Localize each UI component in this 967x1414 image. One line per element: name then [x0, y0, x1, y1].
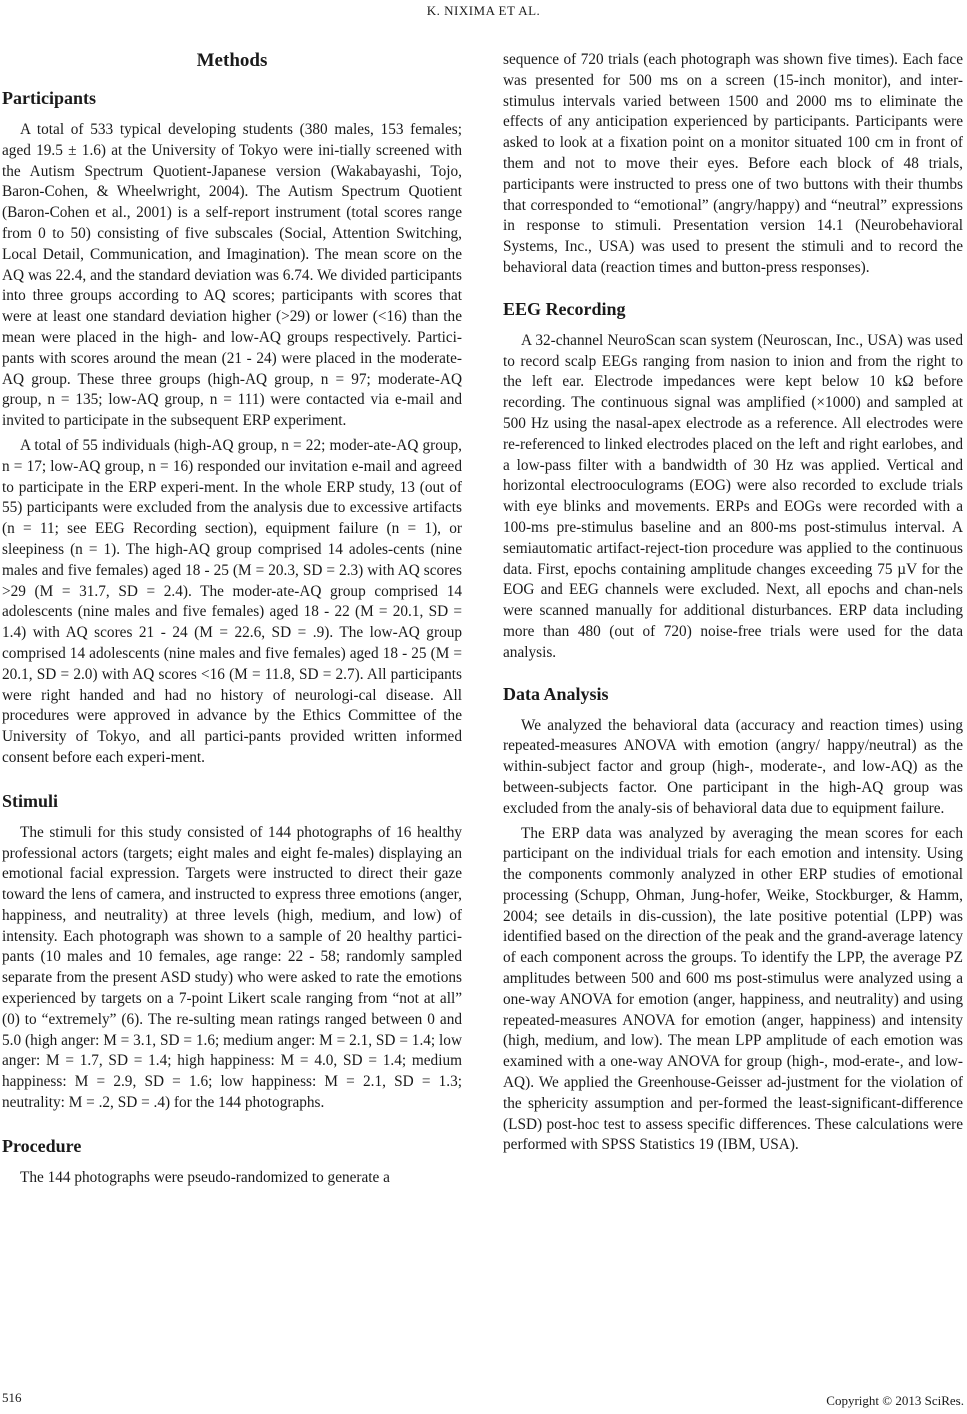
data-analysis-heading: Data Analysis: [503, 683, 609, 704]
stimuli-paragraph-1: The stimuli for this study consisted of 144 photographs of 16 healthy professional actors (targets; eight males and eight fe-males) displaying an emotional facial expression. Targets were instructed to direct their gaze toward the lens of camera, and instructed to express three emotions (anger, happiness, and neutrality) at three levels (high, medium, and low) of intensity. Each photograph was shown to a sample of 20 healthy partici-pants (10 males and 10 females, age range: 22 - 58; randomly sampled separate from the present ASD study) who were asked to rate the emotions experienced by targets on a 7-point Likert scale ranging from “not at all” (0) to “extremely” (6). The re-sulting mean ratings ranged between 0 and 5.0 (high anger: M = 3.1, SD = 1.6; medium anger: M = 2.1, SD = 1.4; low anger: M = 1.7, SD = 1.4; high happiness: M = 4.0, SD = 1.4; medium happiness: M = 2.9, SD = 1.6; low happiness: M = 2.1, SD = 1.3; neutrality: M = .2, SD = .4) for the 144 photographs.: [2, 823, 462, 1112]
copyright-notice: Copyright © 2013 SciRes.: [826, 1393, 964, 1408]
procedure-paragraph-continued: sequence of 720 trials (each photograph was shown five times). Each face was presented for 500 ms on a screen (15-inch monitor), and inter-stimulus intervals varied between 1500 and 2000 ms to eliminate the effects of any anticipation experienced by participants. Participants were asked to look at a fixation point on a monitor situated 100 cm in front of them and not to move their eyes. Before each block of 48 trials, participants were instructed to press one of two buttons with their thumbs that corresponded to “emotional” (angry/happy) and “neutral” expressions in response to stimuli. Presentation version 14.1 (Neurobehavioral Systems, Inc., USA) was used to present the stimuli and to record the behavioral data (reaction times and button-press responses).: [503, 51, 963, 276]
procedure-paragraph-1: The 144 photographs were pseudo-randomized to generate a: [20, 1168, 390, 1186]
participants-paragraph-1: A total of 533 typical developing students (380 males, 153 females; aged 19.5 ± 1.6) at the University of Tokyo were ini-tially screened with the Autism Spectrum Quotient-Japanese version (Wakabayashi, Tojo, Baron-Cohen, & Wheelwright, 2004). The Autism Spectrum Quotient (Baron-Cohen et al., 2001) is a self-report instrument (total scores range from 0 to 50) consisting of five subscales (Social, Attention Switching, Local Detail, Communication, and Imagination). The mean score on the AQ was 22.4, and the standard deviation was 6.74. We divided participants into three groups according to AQ scores; participants with scores that were at least one standard deviation higher (>29) or lower (<16) than the mean were placed in the high- and low-AQ groups respectively. Partici-pants with scores around the mean (21 - 24) were placed in the moderate-AQ group. These three groups (high-AQ group, n = 97; moderate-AQ group, n = 135; low-AQ group, n = 111) were contacted via e-mail and invited to participate in the subsequent ERP experiment.: [2, 121, 462, 430]
methods-title: Methods: [196, 50, 268, 71]
eeg-recording-paragraph-1: A 32-channel NeuroScan scan system (Neuroscan, Inc., USA) was used to record scalp EEGs ranging from nasion to inion and from the right to the left ear. Electrode impedances were kept below 10 kΩ before recording. The continuous signal was amplified (×1000) and sampled at 500 Hz using the nasal-apex electrode as a reference. All electrodes were re-referenced to linked electrodes placed on the left and right earlobes, and a low-pass filter with a bandwidth of 30 Hz was applied. Vertical and horizontal electrooculograms (EOG) were also recorded to exclude trials with eye blinks and movements. ERPs and EOGs were recorded with a 100-ms pre-stimulus baseline and an 800-ms post-stimulus interval. A semiautomatic artifact-reject-tion procedure was applied to the continuous data. First, epochs containing amplitude changes exceeding 75 µV for the EOG and EEG channels were excluded. Next, all epochs and chan-nels were scanned manually for additional disturbances. ERP data including more than 480 (out of 720) noise-free trials were used for the data analysis.: [503, 331, 963, 661]
data-analysis-paragraph-1: We analyzed the behavioral data (accuracy and reaction times) using repeated-measures ANOVA with emotion (angry/ happy/neutral) as the within-subject factor and group (high-, moderate-, and low-AQ) as the between-subjects factor. One participant in the high-AQ group was excluded from the analy-sis of behavioral data due to equipment failure.: [503, 716, 963, 817]
participants-heading: Participants: [2, 88, 96, 108]
right-column: [503, 50, 963, 1156]
left-column: [2, 48, 462, 1189]
participants-paragraph-2: A total of 55 individuals (high-AQ group, n = 22; moder-ate-AQ group, n = 17; low-AQ group, n = 16) responded our invitation e-mail and agreed to participate in the ERP experi-ment. In the whole ERP study, 13 (out of 55) participants were excluded from the analysis due to excessive artifacts (n = 11; see EEG Recording section), equipment failure (n = 1), or sleepiness (n = 1). The high-AQ group comprised 14 adoles-cents (nine males and five females) aged 18 - 25 (M = 20.3, SD = 2.3) with AQ scores >29 (M = 31.7, SD = 2.4). The moder-ate-AQ group comprised 14 adolescents (nine males and five females) aged 18 - 22 (M = 20.1, SD = 1.4) with AQ scores 21 - 24 (M = 22.6, SD = .9). The low-AQ group comprised 14 adolescents (nine males and five females) aged 18 - 25 (M = 20.1, SD = 2.0) with AQ scores <16 (M = 11.8, SD = 2.7). All participants were right handed and had no history of neurologi-cal disease. All procedures were approved in advance by the Ethics Committee of the University of Tokyo, and all partici-pants provided written informed consent before each experi-ment.: [2, 436, 462, 766]
data-analysis-paragraph-2: The ERP data was analyzed by averaging the mean scores for each participant on the individual trials for each emotion and intensity. Using the components commonly analyzed in other ERP studies of emotional processing (Schupp, Ohman, Jung-hofer, Weike, Stockburger, & Hamm, 2004; see details in dis-cussion), the late positive potential (LPP) was identified based on the direction of the peak and the grand-average latency of each component across the groups. To identify the LPP, the average PZ amplitudes between 500 and 600 ms post-stimulus were analyzed using a one-way ANOVA for emotion (anger, happiness, and neutrality) and using repeated-measures ANOVA for emotion (anger, happiness) and intensity (high, medium, and low). The mean LPP amplitude of each emotion was examined with a one-way ANOVA for group (high-, mod-erate-, and low-AQ). We applied the Greenhouse-Geisser ad-justment for the violation of the sphericity assumption and per-formed the least-significant-difference (LSD) post-hoc test to assess specific differences. These calculations were performed with SPSS Statistics 19 (IBM, USA).: [503, 824, 963, 1154]
stimuli-heading: Stimuli: [2, 790, 59, 811]
eeg-recording-heading: EEG Recording: [503, 298, 626, 319]
page-number: 516: [2, 1390, 22, 1405]
running-head: K. NIXIMA ET AL.: [426, 3, 541, 18]
procedure-heading: Procedure: [2, 1135, 82, 1156]
